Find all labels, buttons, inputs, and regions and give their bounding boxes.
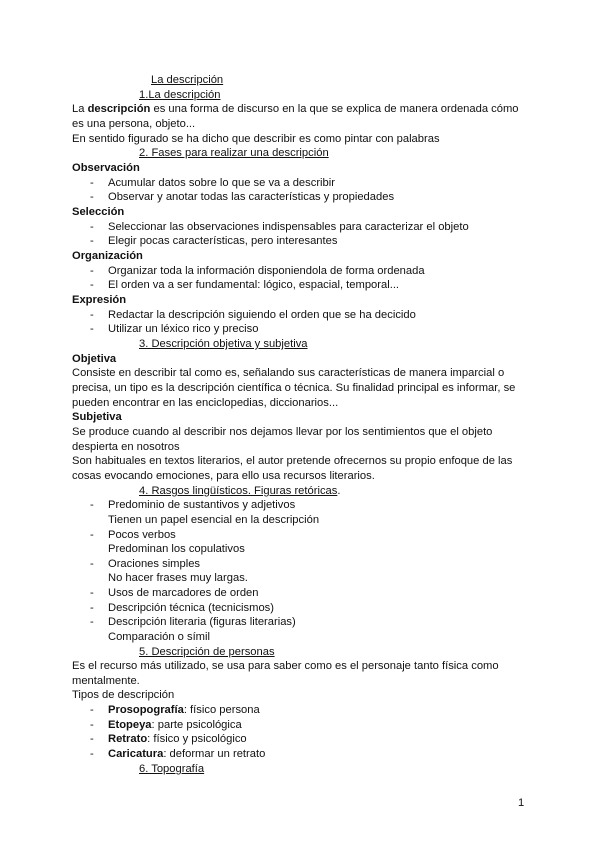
page-number: 1 [518, 797, 525, 809]
subheading-expresion: Expresión [72, 294, 127, 306]
section-6-heading: 6. Topografía [139, 763, 205, 775]
section-3-heading: 3. Descripción objetiva y subjetiva [139, 338, 308, 350]
subheading-objetiva: Objetiva [72, 353, 117, 365]
section-2-heading: 2. Fases para realizar una descripción [139, 147, 329, 159]
section-5-heading: 5. Descripción de personas [139, 646, 275, 658]
paragraph-objetiva-line1: Consiste en describir tal como es, señalando sus características de manera imparcial o [72, 367, 505, 379]
paragraph-subjetiva-line2: despierta en nosotros [72, 441, 180, 453]
paragraph-definition: La descripción es una forma de discurso en la que se explica de manera ordenada cómo [72, 103, 519, 115]
paragraph-subjetiva-line4: cosas evocando emociones, para ello usa recursos literarios. [72, 470, 375, 482]
paragraph-objetiva-line3: pueden encontrar en las enciclopedias, diccionarios... [72, 397, 339, 409]
paragraph-subjetiva-line3: Son habituales en textos literarios, el autor pretende ofrecernos su propio enfoque de las [72, 455, 513, 467]
paragraph-objetiva-line2: precisa, un tipo es la descripción científica o técnica. Su finalidad principal es informar, se [72, 382, 516, 394]
document-page: La descripción 1.La descripción La descripción es una forma de discurso en la que se explica de manera ordenada cómo es una persona, objeto... En sentido figurado se ha dicho que describir es como pintar con palabras 2. Fases para realizar una descripción Observación - Acumular datos sobre lo que se va a describir - Observar y anotar todas las características y propiedades Selección - Seleccionar las observaciones indispensables para caracterizar el objeto - Elegir pocas características, pero interesantes Organización - Organizar toda la información disponiendola de forma ordenada - El orden va a ser fundamental: lógico, espacial, temporal... Expresión - Redactar la descripción siguiendo el orden que se ha decicido - Utilizar un léxico rico y preciso 3. Descripción objetiva y subjetiva Objetiva Consiste en describir tal como es, señalando sus características de manera imparcial o precisa, un tipo es la descripción científica o técnica. Su finalidad principal es informar, se pueden encontrar en las enciclopedias, diccionarios... Subjetiva Se produce cuando al describir nos dejamos llevar por los sentimientos que el objeto despierta en nosotros Son habituales en textos literarios, el autor pretende ofrecernos su propio enfoque de las cosas evocando emociones, para ello usa recursos literarios. 4. Rasgos lingüísticos. Figuras retóricas. - Predominio de sustantivos y adjetivos Tienen un papel esencial en la descripción - Pocos verbos Predominan los copulativos - Oraciones simples No hacer frases muy largas. - Usos de marcadores de orden - Descripción técnica (tecnicismos) - Descripción literaria (figuras literarias) Comparación o símil 5. Descripción de personas Es el recurso más utilizado, se usa para saber como es el personaje tanto física como mentalmente. Tipos de descripción - Prosopografía: físico persona - Etopeya: parte psicológica - Retrato: físico y psicológico - Caricatura: deformar un retrato 6. Topografía 1 [72, 74, 525, 809]
section-4-heading: 4. Rasgos lingüísticos. Figuras retóricas. [139, 485, 341, 497]
paragraph-figurative: En sentido figurado se ha dicho que describir es como pintar con palabras [72, 133, 440, 145]
section-1-heading: 1.La descripción [139, 89, 221, 101]
subheading-seleccion: Selección [72, 206, 125, 218]
subheading-organizacion: Organización [72, 250, 143, 262]
paragraph-subjetiva-line1: Se produce cuando al describir nos dejamos llevar por los sentimientos que el objeto [72, 426, 493, 438]
subheading-observacion: Observación [72, 162, 140, 174]
paragraph-personas-line1: Es el recurso más utilizado, se usa para saber como es el personaje tanto física como [72, 660, 499, 672]
paragraph-tipos: Tipos de descripción [72, 689, 175, 701]
subheading-subjetiva: Subjetiva [72, 411, 122, 423]
paragraph-personas-line2: mentalmente. [72, 675, 140, 687]
document-title: La descripción [151, 74, 224, 86]
paragraph-definition-line2: es una persona, objeto... [72, 118, 196, 130]
